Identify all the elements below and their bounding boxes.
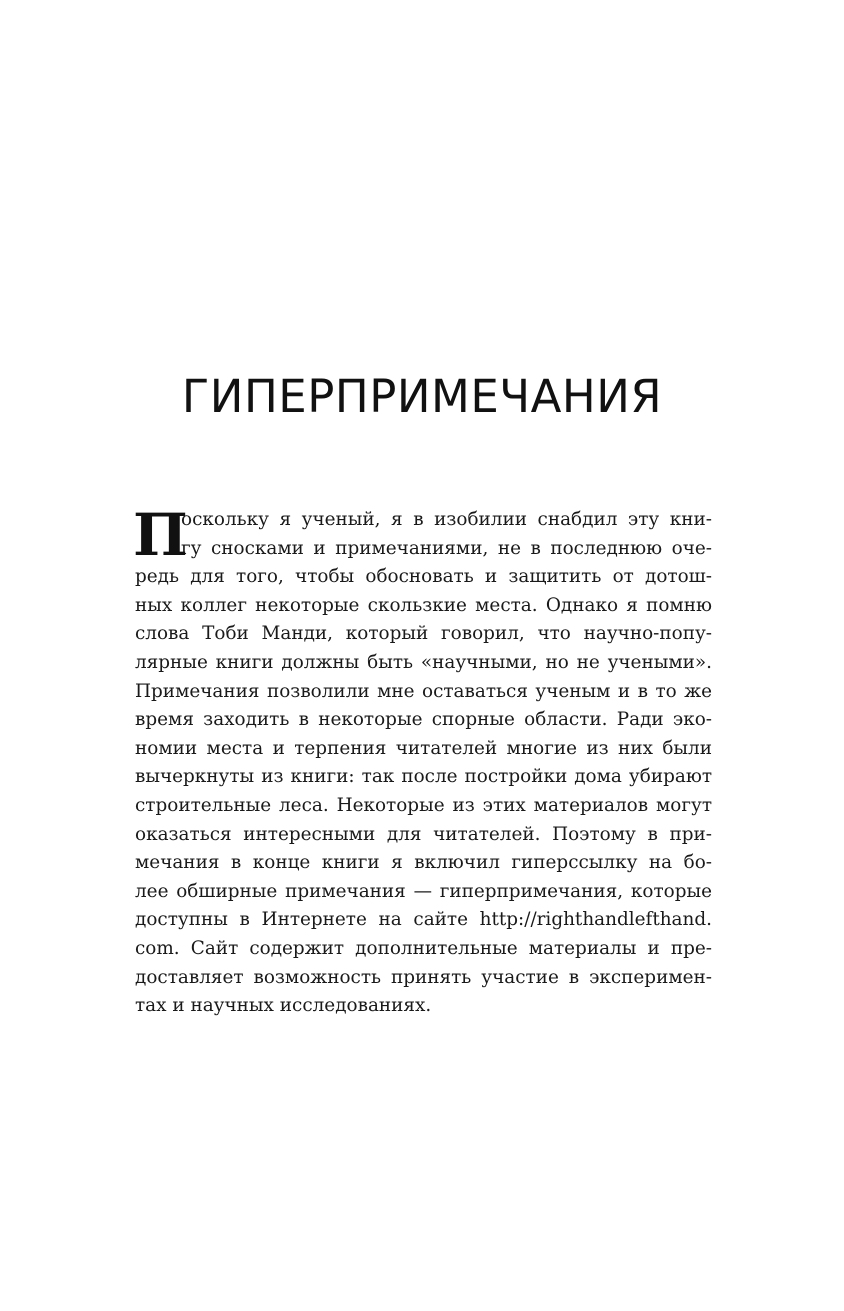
- body-paragraph: [133, 501, 712, 1021]
- text-line: доставляет возможность принять участие в эксперимен-: [135, 966, 712, 988]
- text-line: оскольку я ученый, я в изобилии снабдил эту кни-: [181, 509, 712, 530]
- chapter-title: ГИПЕРПРИМЕЧАНИЯ: [181, 370, 663, 423]
- text-line: лярные книги должны быть «научными, но не учеными».: [135, 651, 712, 673]
- text-line: com. Сайт содержит дополнительные материалы и пре-: [135, 937, 712, 959]
- text-line: ных коллег некоторые скользкие места. Однако я помню: [135, 594, 712, 616]
- text-line: лее обширные примечания — гиперпримечания, которые: [135, 880, 712, 902]
- text-line: слова Тоби Манди, который говорил, что научно-попу-: [135, 623, 712, 645]
- text-line: вычеркнуты из книги: так после постройки дома убирают: [135, 766, 712, 788]
- text-line: Примечания позволили мне оставаться ученым и в то же: [135, 680, 712, 702]
- text-line: тах и научных исследованиях.: [135, 995, 432, 1017]
- text-line: доступны в Интернете на сайте http://righthandlefthand.: [135, 909, 712, 931]
- text-line: мечания в конце книги я включил гиперссылку на бо-: [135, 852, 712, 874]
- text-line: оказаться интересными для читателей. Поэтому в при-: [135, 823, 712, 845]
- text-line: время заходить в некоторые спорные области. Ради эко-: [135, 709, 712, 731]
- text-line: номии места и терпения читателей многие из них были: [135, 737, 712, 759]
- text-line: гу сносками и примечаниями, не в последнюю оче-: [181, 537, 712, 559]
- drop-cap: П: [133, 501, 188, 569]
- text-line: редь для того, чтобы обосновать и защитить от дотош-: [135, 566, 712, 588]
- text-line: строительные леса. Некоторые из этих материалов могут: [135, 794, 712, 816]
